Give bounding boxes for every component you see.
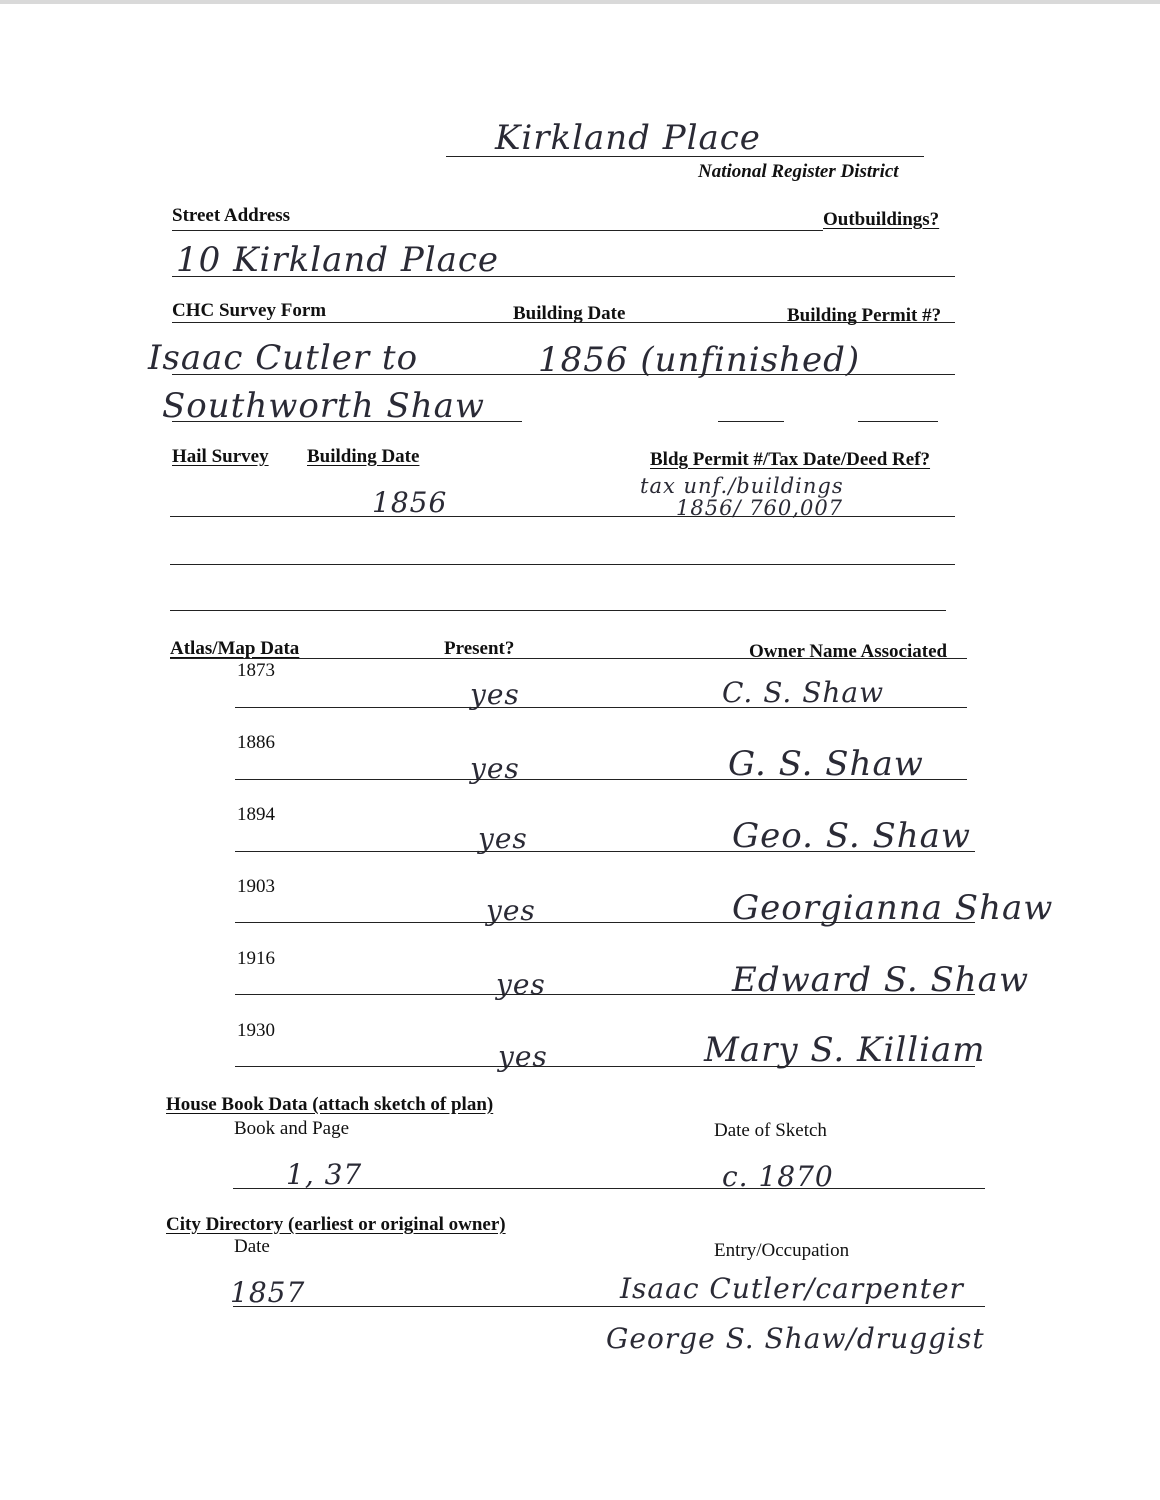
atlas-row-line-1903 (235, 922, 975, 923)
hail-ref-bottom: 1856/ 760,007 (676, 496, 844, 520)
directory-entry-line2: George S. Shaw/druggist (606, 1322, 985, 1355)
atlas-year-1903: 1903 (237, 876, 275, 897)
atlas-present-1886: yes (470, 752, 520, 785)
hail-ref-top: tax unf./buildings (640, 474, 844, 498)
directory-date-value: 1857 (230, 1276, 306, 1309)
atlas-present-1903: yes (486, 894, 536, 927)
outbuildings-label: Outbuildings? (823, 209, 940, 230)
book-page-value: 1, 37 (286, 1158, 363, 1191)
atlas-row-line-1894 (235, 851, 975, 852)
sketch-date-value: c. 1870 (722, 1160, 834, 1193)
atlas-owner-1930: Mary S. Killiam (704, 1030, 986, 1070)
atlas-year-1894: 1894 (237, 804, 275, 825)
atlas-owner-label: Owner Name Associated (749, 641, 948, 662)
directory-date-label: Date (234, 1236, 270, 1257)
atlas-year-1930: 1930 (237, 1020, 275, 1041)
street-address-label: Street Address (172, 205, 291, 226)
directory-entry-line1: Isaac Cutler/carpenter (620, 1272, 964, 1305)
hail-entry-line-1 (170, 516, 955, 517)
atlas-owner-1916: Edward S. Shaw (732, 960, 1030, 1000)
atlas-year-1886: 1886 (237, 732, 275, 753)
district-name-line (446, 156, 924, 157)
chc-header-line (172, 322, 955, 323)
atlas-map-label: Atlas/Map Data (170, 638, 300, 659)
chc-entry-line2: Southworth Shaw (162, 386, 485, 426)
chc-entry-line1: Isaac Cutler to (148, 338, 419, 378)
scan-top-edge (0, 0, 1160, 4)
atlas-present-1930: yes (498, 1040, 548, 1073)
chc-entry-line-2a (172, 421, 522, 422)
atlas-owner-1903: Georgianna Shaw (732, 888, 1054, 928)
atlas-owner-1873: C. S. Shaw (722, 676, 885, 709)
street-header-line (172, 230, 823, 231)
atlas-row-line-1916 (235, 994, 975, 995)
atlas-year-1916: 1916 (237, 948, 275, 969)
atlas-present-1873: yes (470, 678, 520, 711)
hail-permit-ref-label: Bldg Permit #/Tax Date/Deed Ref? (650, 449, 931, 470)
atlas-present-1894: yes (478, 822, 528, 855)
hail-building-date-label: Building Date (307, 446, 420, 467)
atlas-header-line (170, 658, 967, 659)
chc-entry-line-2b (718, 421, 784, 422)
house-book-label: House Book Data (attach sketch of plan) (166, 1094, 494, 1115)
hail-survey-label: Hail Survey (172, 446, 269, 467)
street-address-value: 10 Kirkland Place (176, 240, 499, 280)
sketch-date-label: Date of Sketch (714, 1120, 827, 1141)
atlas-year-1873: 1873 (237, 660, 275, 681)
street-address-line (172, 276, 955, 277)
atlas-owner-1886: G. S. Shaw (728, 744, 924, 784)
chc-entry-line-2c (858, 421, 938, 422)
atlas-row-line-1886 (235, 779, 967, 780)
hail-building-date-value: 1856 (372, 486, 448, 519)
hail-entry-line-3 (170, 610, 946, 611)
atlas-owner-1894: Geo. S. Shaw (732, 816, 972, 856)
chc-building-date-value: 1856 (unfinished) (538, 340, 861, 380)
house-book-line (233, 1188, 985, 1189)
hail-entry-line-2 (170, 564, 955, 565)
city-directory-label: City Directory (earliest or original owner) (166, 1214, 506, 1235)
atlas-present-1916: yes (496, 968, 546, 1001)
atlas-row-line-1873 (235, 707, 967, 708)
district-caption: National Register District (698, 161, 899, 182)
chc-building-date-label: Building Date (513, 303, 626, 324)
atlas-row-line-1930 (235, 1066, 975, 1067)
chc-building-permit-label: Building Permit #? (787, 305, 942, 326)
atlas-present-label: Present? (444, 638, 515, 659)
chc-entry-line-1 (172, 374, 955, 375)
directory-entry-label: Entry/Occupation (714, 1240, 850, 1261)
chc-survey-label: CHC Survey Form (172, 300, 327, 321)
book-page-label: Book and Page (234, 1118, 350, 1139)
district-name: Kirkland Place (495, 118, 761, 158)
city-directory-line (233, 1306, 985, 1307)
